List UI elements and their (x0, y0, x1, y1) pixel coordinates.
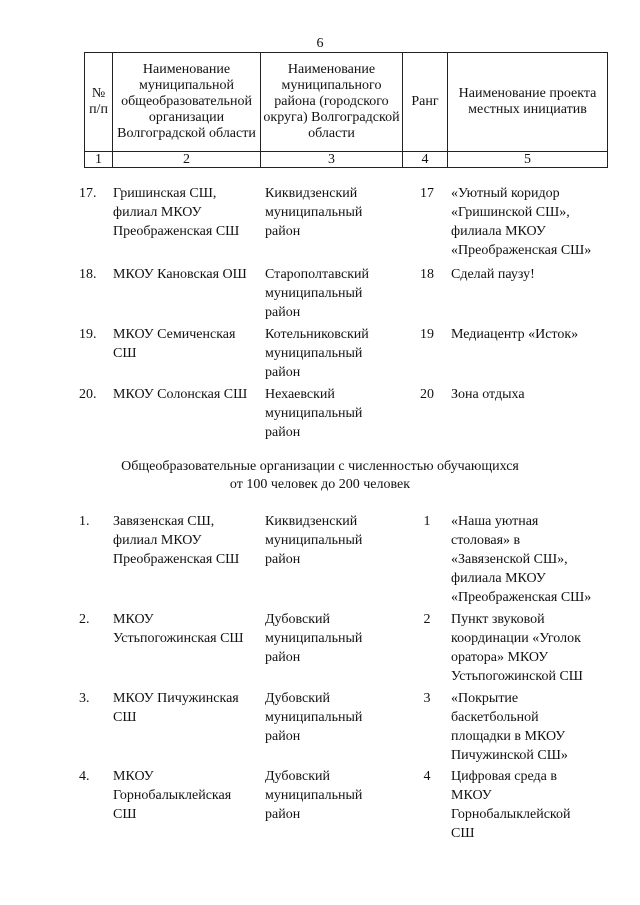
header-col-district: Наименование муниципального района (городского округа) Волгоградской области (261, 53, 403, 152)
table-header (84, 52, 608, 168)
row-number: 18. (79, 267, 97, 282)
row-district: Дубовский муниципальный район (265, 612, 363, 665)
row-project: «Уютный коридор «Гришинской СШ», филиала МКОУ «Преображенская СШ» (451, 186, 592, 258)
row-organization: Завязенская СШ, филиал МКОУ Преображенская СШ (113, 514, 240, 567)
row-rank: 3 (423, 691, 431, 706)
row-rank: 2 (423, 612, 431, 627)
row-project: Зона отдыха (451, 387, 525, 402)
row-organization: МКОУ Горнобалыклейская СШ (113, 769, 232, 822)
header-num-3: 3 (261, 152, 403, 168)
header-num-4: 4 (403, 152, 448, 168)
row-rank: 18 (420, 267, 434, 282)
header-num-2: 2 (113, 152, 261, 168)
row-project: Пункт звуковой координации «Уголок оратора» МКОУ Устьпогожинской СШ (451, 612, 583, 684)
row-number: 20. (79, 387, 97, 402)
row-district: Киквидзенский муниципальный район (265, 186, 363, 239)
row-number: 19. (79, 327, 97, 342)
row-district: Киквидзенский муниципальный район (265, 514, 363, 567)
row-organization: МКОУ Солонская СШ (113, 387, 248, 402)
row-rank: 1 (423, 514, 431, 529)
row-project: Цифровая среда в МКОУ Горнобалыклейской СШ (451, 769, 571, 841)
header-num-1: 1 (85, 152, 113, 168)
row-organization: МКОУ Кановская ОШ (113, 267, 247, 282)
row-rank: 19 (420, 327, 434, 342)
page-number: 6 (316, 36, 324, 51)
row-organization: МКОУ Устьпогожинская СШ (113, 612, 244, 646)
row-number: 3. (79, 691, 90, 706)
row-number: 4. (79, 769, 90, 784)
row-number: 2. (79, 612, 90, 627)
row-district: Дубовский муниципальный район (265, 691, 363, 744)
header-col-rank: Ранг (403, 53, 448, 152)
row-district: Котельниковский муниципальный район (265, 327, 369, 380)
row-number: 1. (79, 514, 90, 529)
row-rank: 20 (420, 387, 434, 402)
row-number: 17. (79, 186, 97, 201)
header-col-project: Наименование проекта местных инициатив (448, 53, 608, 152)
header-col-number: № п/п (85, 53, 113, 152)
row-district: Дубовский муниципальный район (265, 769, 363, 822)
row-project: Медиацентр «Исток» (451, 327, 579, 342)
row-organization: МКОУ Семиченская СШ (113, 327, 236, 361)
row-rank: 4 (423, 769, 431, 784)
row-organization: МКОУ Пичужинская СШ (113, 691, 239, 725)
row-project: «Наша уютная столовая» в «Завязенской СШ», филиала МКОУ «Преображенская СШ» (451, 514, 592, 605)
row-organization: Гришинская СШ, филиал МКОУ Преображенская СШ (113, 186, 240, 239)
section-title: Общеобразовательные организации с численностью обучающихся от 100 человек до 200 человек (121, 459, 519, 492)
row-rank: 17 (420, 186, 434, 201)
header-num-5: 5 (448, 152, 608, 168)
row-project: «Покрытие баскетбольной площадки в МКОУ Пичужинской СШ» (451, 691, 568, 763)
row-project: Сделай паузу! (451, 267, 535, 282)
row-district: Старополтавский муниципальный район (265, 267, 369, 320)
header-col-organization: Наименование муниципальной общеобразовательной организации Волгоградской области (113, 53, 261, 152)
row-district: Нехаевский муниципальный район (265, 387, 363, 440)
